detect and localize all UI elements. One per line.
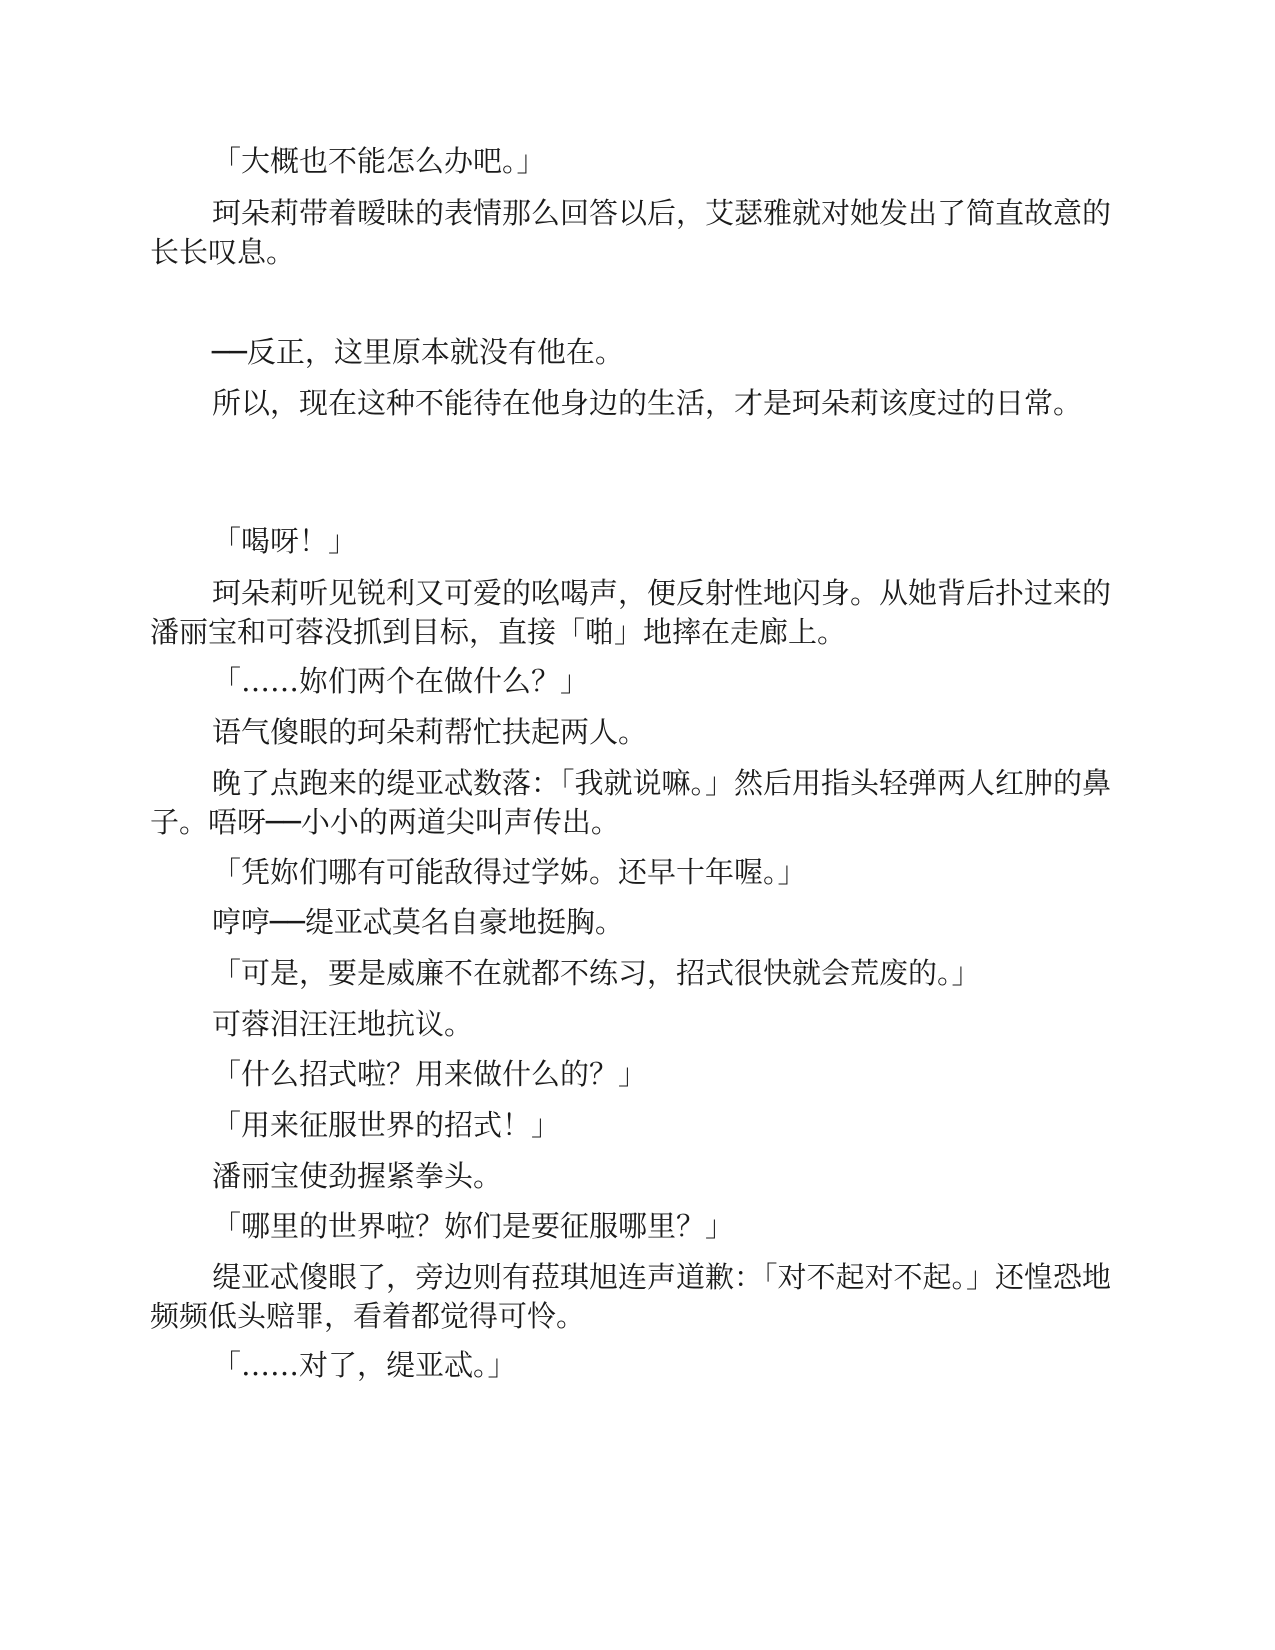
paragraph: 珂朵莉听见锐利又可爱的吆喝声，便反射性地闪身。从她背后扑过来的潘丽宝和可蓉没抓到目标，直接「啪」地摔在走廊上。: [150, 576, 1112, 649]
paragraph: 「用来征服世界的招式！」: [212, 1108, 561, 1142]
paragraph: 「凭妳们哪有可能敌得过学姊。还早十年喔。」: [212, 855, 807, 889]
paragraph: 「哪里的世界啦？妳们是要征服哪里？」: [212, 1209, 735, 1243]
paragraph: 珂朵莉带着暧昧的表情那么回答以后，艾瑟雅就对她发出了简直故意的长长叹息。: [150, 196, 1112, 269]
paragraph: 「喝呀！」: [212, 524, 358, 558]
paragraph: 「可是，要是威廉不在就都不练习，招式很快就会荒废的。」: [212, 956, 981, 990]
paragraph: 所以，现在这种不能待在他身边的生活，才是珂朵莉该度过的日常。: [212, 386, 1083, 420]
paragraph: 可蓉泪汪汪地抗议。: [212, 1007, 474, 1041]
paragraph: 潘丽宝使劲握紧拳头。: [212, 1159, 503, 1193]
paragraph: 语气傻眼的珂朵莉帮忙扶起两人。: [212, 715, 648, 749]
paragraph: 缇亚忒傻眼了，旁边则有菈琪旭连声道歉：「对不起对不起。」还惶恐地频频低头赔罪，看着都觉得可怜。: [150, 1260, 1112, 1333]
paragraph: 「大概也不能怎么办吧。」: [212, 144, 546, 178]
paragraph: ──反正，这里原本就没有他在。: [212, 335, 624, 369]
paragraph: 晚了点跑来的缇亚忒数落：「我就说嘛。」然后用指头轻弹两人红肿的鼻子。唔呀──小小的两道尖叫声传出。: [150, 766, 1112, 839]
paragraph: 「什么招式啦？用来做什么的？」: [212, 1057, 648, 1091]
paragraph: 哼哼──缇亚忒莫名自豪地挺胸。: [212, 905, 624, 939]
paragraph: 「……妳们两个在做什么？」: [212, 664, 590, 698]
paragraph: 「……对了，缇亚忒。」: [212, 1348, 517, 1382]
